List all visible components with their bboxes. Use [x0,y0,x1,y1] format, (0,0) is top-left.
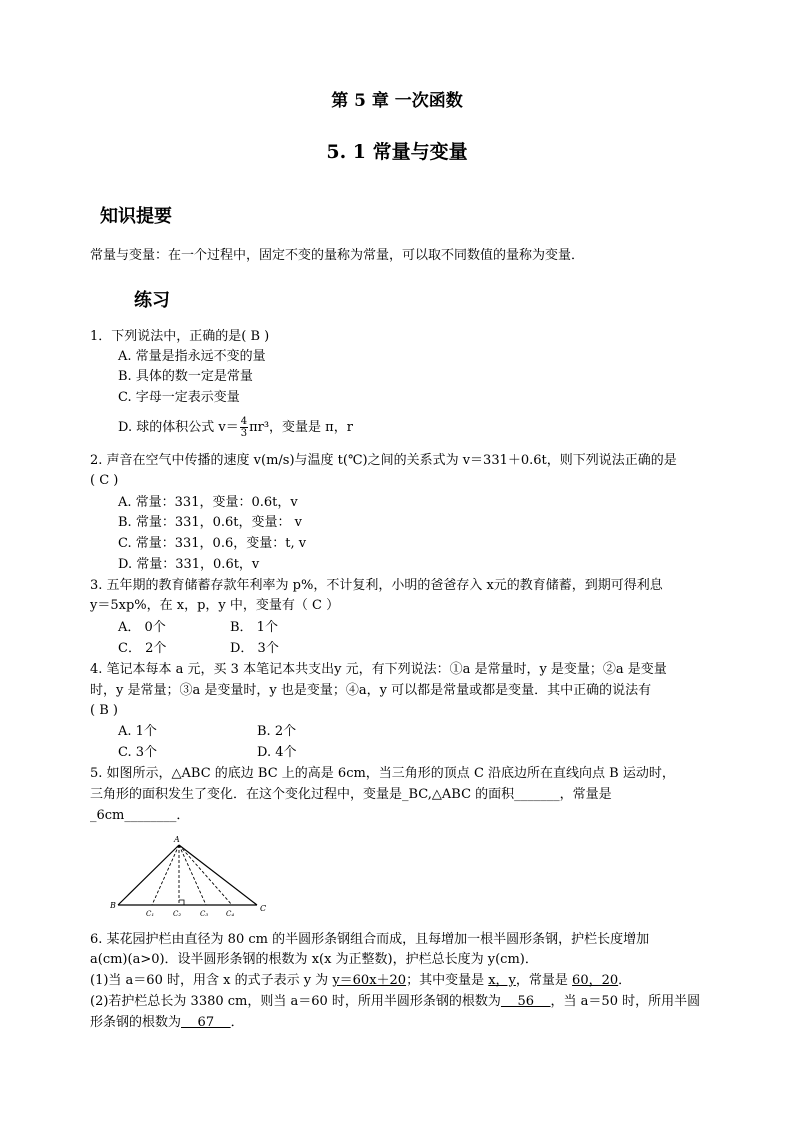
segment-ac4 [179,845,232,905]
q1-option-c: C. 字母一定表示变量 [118,390,240,405]
q4-line1: 4. 笔记本每本 a 元，买 3 本笔记本共支出y 元，有下列说法：①a 是常量时，y 是变量；②a 是变量 [90,662,667,677]
q6-line1: 6. 某花园护栏由直径为 80 cm 的半圆形条钢组合而成，且每增加一根半圆形条钢，护栏长度增加 [90,932,650,947]
q4-option-c: C. 3个 [118,745,158,760]
q4-option-d: D. 4个 [257,745,297,760]
side-ac [179,845,257,905]
q6-part2 [90,993,700,1011]
q6-part3 [90,1014,244,1032]
label-c4: C₄ [226,910,235,918]
q1-option-b: B. 具体的数一定是常量 [118,369,253,384]
q4-line3: ( B ) [90,703,118,718]
q1-d-suffix: πr³，变量是 π，r [249,420,353,435]
q3-line2: y＝5xp%，在 x，p，y 中，变量有（ C ） [90,598,340,613]
q1-option-d [118,416,353,439]
q5-line3: _6cm________． [90,808,190,823]
q6-p1-constants: 60，20 [572,973,619,988]
q3-option-c: C． 2个 [118,641,167,656]
q6-p2-answer1: 56 [500,994,551,1009]
label-b: B [110,901,116,910]
right-angle-mark [179,900,184,905]
q5-line1: 5. 如图所示，△ABC 的底边 BC 上的高是 6cm，当三角形的顶点 C 沿底边所在直线向点 B 运动时， [90,766,675,781]
q6-p1-prefix: (1)当 a＝60 时，用含 x 的式子表示 y 为 [90,973,333,988]
q6-p2-mid: ，当 a＝50 时，所用半圆 [550,994,701,1009]
q6-p1-mid2: ，常量是 [515,973,573,988]
q2-line2: ( C ) [90,473,119,488]
knowledge-heading: 知识提要 [100,206,172,227]
label-c2: C₂ [173,910,182,918]
q5-line2: 三角形的面积发生了变化．在这个变化过程中，变量是_BC,△ABC 的面积_______，常量是 [90,787,612,802]
q2-option-c: C. 常量：331，0.6，变量：t, v [118,536,307,551]
q1-stem: 1．下列说法中，正确的是( B ) [90,329,270,344]
q6-p1-end: ． [618,973,632,988]
q6-p1-answer: y＝60x＋20 [332,973,407,988]
q1-d-prefix: D. 球的体积公式 v＝ [118,420,239,435]
q3-option-b: B． 1个 [230,620,278,635]
label-c1: C₁ [146,910,155,918]
segment-ac3 [179,845,206,905]
q2-line1: 2. 声音在空气中传播的速度 v(m/s)与温度 t(℃)之间的关系式为 v＝331＋0.6t，则下列说法正确的是 [90,453,677,468]
q3-option-d: D． 3个 [230,641,279,656]
segment-ac1 [152,845,179,905]
q6-part1 [90,972,631,990]
q4-line2: 时，y 是常量；③a 是变量时，y 也是变量；④a，y 可以都是常量或都是变量．其中正确的说法有 [90,683,652,698]
q2-option-b: B. 常量：331，0.6t，变量： v [118,515,303,530]
label-a: A [174,835,180,844]
knowledge-text: 常量与变量：在一个过程中，固定不变的量称为常量，可以取不同数值的量称为变量． [90,248,585,263]
q6-p1-variables: x，y [488,973,516,988]
section-title: 5. 1 常量与变量 [326,141,468,163]
q3-line1: 3. 五年期的教育储蓄存款年利率为 p%，不计复利，小明的爸爸存入 x元的教育储蓄，到期可得利息 [90,578,663,593]
q4-option-a: A. 1个 [118,724,157,739]
q6-line2: a(cm)(a>0)．设半圆形条钢的根数为 x(x 为正整数)，护栏总长度为 y(cm)． [90,952,538,967]
q6-p3-answer: 67 [181,1015,231,1030]
label-c3: C₃ [200,910,209,918]
q6-p2-prefix: (2)若护栏总长为 3380 cm，则当 a＝60 时，所用半圆形条钢的根数为 [90,994,501,1009]
q1-d-fraction [240,416,248,439]
chapter-title: 第 5 章 一次函数 [331,91,463,111]
q1-d-numerator: 4 [240,416,248,427]
side-ab [118,845,179,905]
q1-d-denominator: 3 [240,428,248,439]
q2-option-a: A. 常量：331，变量：0.6t，v [118,495,298,510]
practice-heading: 练习 [134,290,170,311]
q6-p3-prefix: 形条钢的根数为 [90,1015,182,1030]
q1-option-a: A. 常量是指永远不变的量 [118,349,266,364]
q4-option-b: B. 2个 [257,724,297,739]
q6-p3-end: ． [230,1015,244,1030]
label-c: C [260,904,267,913]
q2-option-d: D. 常量：331，0.6t，v [118,557,260,572]
q3-option-a: A． 0个 [118,620,166,635]
q6-p1-mid: ；其中变量是 [406,973,489,988]
triangle-figure [110,832,270,920]
